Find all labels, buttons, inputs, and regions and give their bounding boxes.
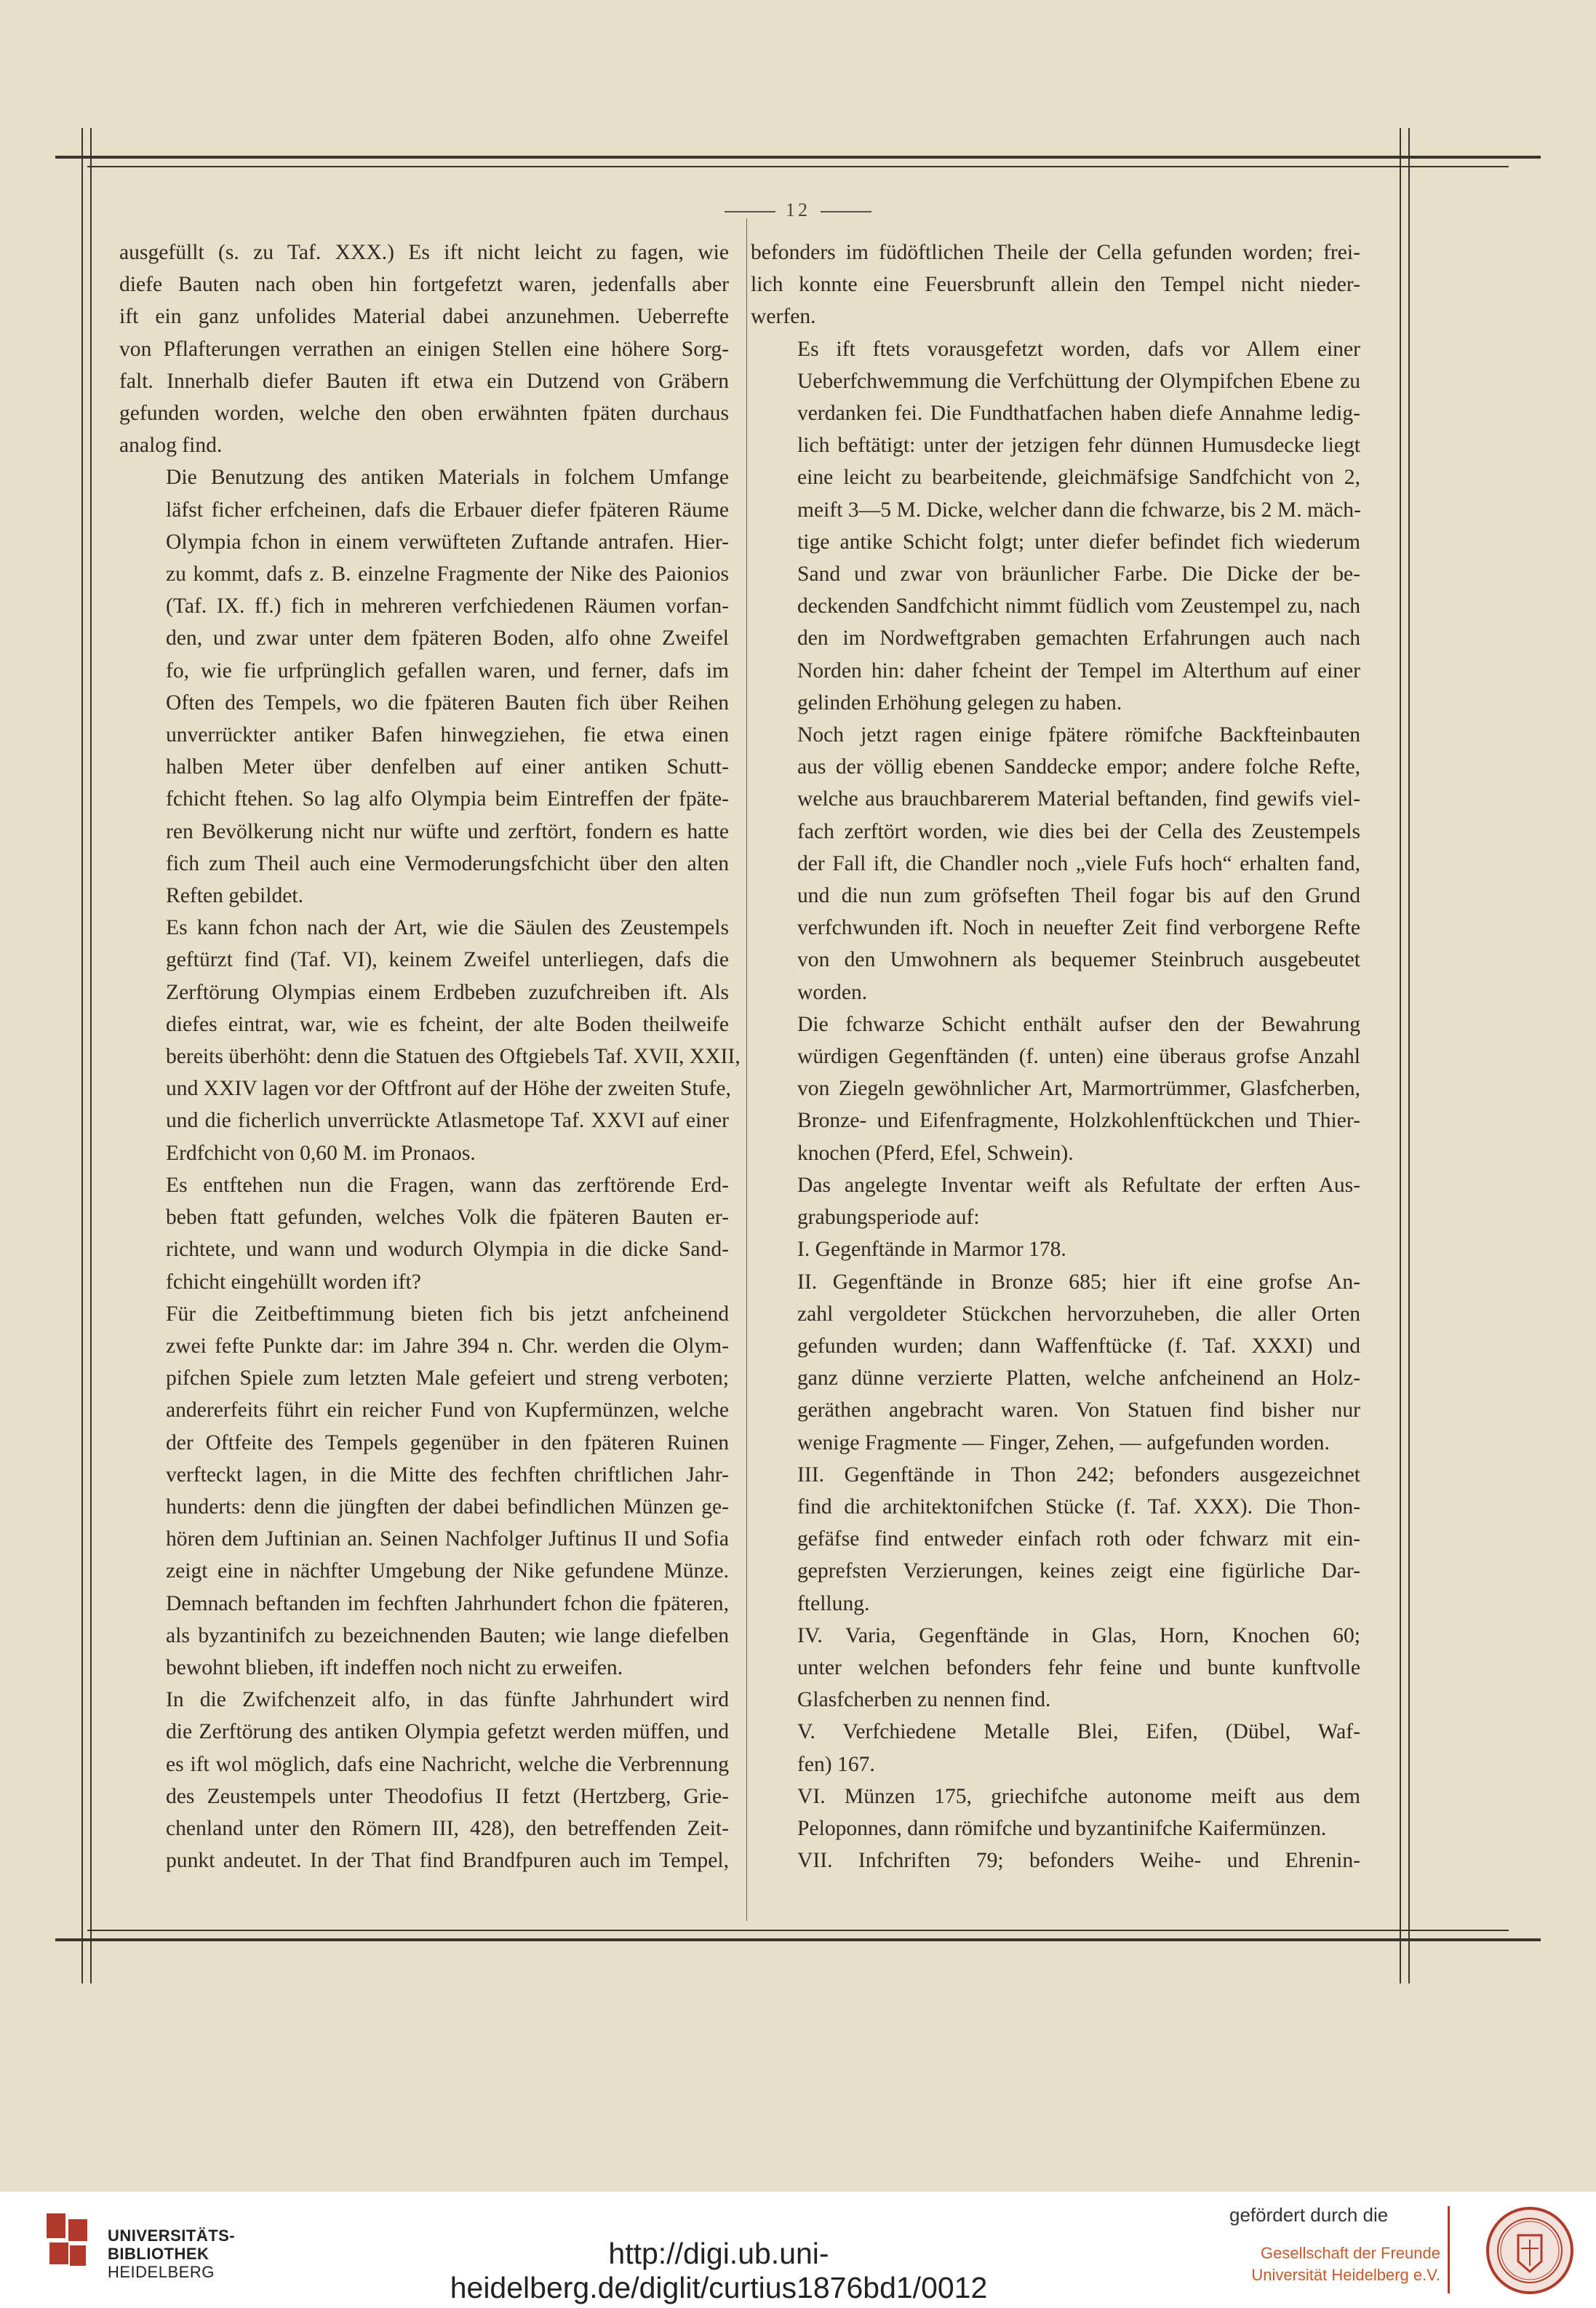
text-line: fich zum Theil auch eine Vermoderungsfchicht über den alten (166, 851, 729, 875)
text-line: verdanken fei. Die Fundthatfachen haben diefe Annahme ledig- (797, 402, 1360, 426)
frame-left-rule (81, 128, 83, 1983)
text-line: diefe Bauten nach oben hin fortgefetzt waren, jedenfalls aber (119, 273, 729, 297)
text-line: Zerftörung Olympias einem Erdbeben zuzufchreiben ift. Als (166, 980, 729, 1004)
text-line: fen) 167. (797, 1752, 875, 1776)
text-line: punkt andeutet. In der That find Brandfpuren auch im Tempel, (166, 1849, 729, 1873)
text-line: tige antike Schicht folgt; unter diefer befindet fich wiederum (797, 530, 1360, 554)
text-line: ausgefüllt (s. zu Taf. XXX.) Es ift nicht leicht zu fagen, wie (119, 241, 729, 264)
paragraph (751, 1845, 1360, 1877)
text-line: deckenden Sandfchicht nimmt füdlich vom Zeustempel zu, nach (797, 594, 1360, 618)
text-line: lich beftätigt: unter der jetzigen fehr dünnen Humusdecke liegt (797, 434, 1360, 458)
paragraph (751, 719, 1360, 1008)
text-line: Die Benutzung des antiken Materials in folchem Umfange (166, 466, 729, 490)
text-line: knochen (Pferd, Efel, Schwein). (797, 1141, 1074, 1165)
text-line: VI. Münzen 175, griechifche autonome meift aus dem (797, 1784, 1360, 1808)
text-line: ren Bevölkerung nicht nur wüfte und zerftört, fondern es hatte (166, 819, 729, 843)
text-line: Es ift ftets vorausgefetzt worden, dafs vor Allem einer (797, 337, 1360, 361)
text-line: Peloponnes, dann römifche und byzantinifche Kaifermünzen. (797, 1816, 1327, 1840)
text-line: chenland unter den Römern III, 428), den betreffenden Zeit- (166, 1816, 729, 1840)
sponsor-intro: gefördert durch die (1229, 2204, 1389, 2226)
text-line: fach zerftört worden, wie dies bei der Cella des Zeustempels (797, 819, 1360, 843)
text-line: Demnach beftanden im fechften Jahrhundert fchon die fpäteren, (166, 1591, 729, 1615)
text-line: diefes eintrat, war, wie es fcheint, der alte Boden theilweife (166, 1012, 729, 1036)
text-line: Reften gebildet. (166, 884, 304, 908)
text-line: als byzantinifch zu bezeichnenden Bauten; wie lange diefelben (166, 1623, 729, 1647)
paragraph (751, 1620, 1360, 1716)
text-line: aus der völlig ebenen Sanddecke empor; andere folche Refte, (797, 755, 1360, 779)
text-line: Glasfcherben zu nennen find. (797, 1688, 1051, 1712)
library-name-line1: UNIVERSITÄTS- (108, 2227, 236, 2245)
text-line: der Fall ift, die Chandler noch „viele Fufs hoch“ erhalten fand, (797, 851, 1360, 875)
text-line: In die Zwifchenzeit alfo, in das fünfte Jahrhundert wird (166, 1688, 729, 1712)
text-line: Es kann fchon nach der Art, wie die Säulen des Zeustempels (166, 916, 729, 940)
sponsor-name-line2: Universität Heidelberg e.V. (1251, 2266, 1440, 2284)
text-line: Für die Zeitbeftimmung bieten fich bis jetzt anfcheinend (166, 1302, 729, 1326)
frame-right-rule-inner (1408, 128, 1410, 1983)
text-line: bereits überhöht: denn die Statuen des Oftgiebels Taf. XVII, XXII, (166, 1045, 741, 1069)
text-line: läfst ficher erfcheinen, dafs die Erbauer diefer fpäteren Räume (166, 498, 729, 522)
library-name-line2: BIBLIOTHEK (108, 2245, 210, 2263)
university-seal-icon (1485, 2206, 1574, 2295)
text-line: von Ziegeln gewöhnlicher Art, Marmortrümmer, Glasfcherben, (797, 1077, 1360, 1101)
text-line: (Taf. IX. ff.) fich in mehreren verfchiedenen Räumen vorfan- (166, 594, 729, 618)
text-line: andererfeits führt ein reicher Fund von Kupfermünzen, welche (166, 1398, 729, 1422)
text-line: find die architektonifchen Stücke (f. Taf. XXX). Die Thon- (797, 1495, 1360, 1519)
paragraph (751, 333, 1360, 719)
text-line: II. Gegenftände in Bronze 685; hier ift eine grofse An- (797, 1270, 1360, 1294)
text-line: welche aus brauchbarerem Material beftanden, find gewifs viel- (797, 787, 1360, 811)
text-line: geftürzt find (Taf. VI), keinem Zweifel unterliegen, dafs die (166, 948, 729, 972)
text-line: ftellung. (797, 1591, 870, 1615)
library-name-line3: HEIDELBERG (108, 2263, 215, 2281)
text-line: hunderts: denn die jüngften der dabei befindlichen Münzen ge- (166, 1495, 729, 1519)
text-line: III. Gegenftände in Thon 242; befonders ausgezeichnet (797, 1463, 1360, 1487)
text-line: den, und zwar unter dem fpäteren Boden, alfo ohne Zweifel (166, 626, 729, 650)
text-line: Es entftehen nun die Fragen, wann das zerftörende Erd- (166, 1173, 729, 1197)
text-line: gelinden Erhöhung gelegen zu haben. (797, 691, 1122, 715)
column-divider (746, 218, 747, 1921)
text-line: gefunden worden, welche den oben erwähnten fpäten durchaus (119, 402, 729, 426)
text-line: Das angelegte Inventar weift als Refultate der erften Aus- (797, 1173, 1360, 1197)
paragraph (751, 1716, 1360, 1780)
paragraph (119, 1684, 729, 1877)
ub-logo-icon (47, 2213, 89, 2267)
text-line: werfen. (751, 305, 816, 329)
paragraph (751, 1008, 1360, 1169)
text-line: und XXIV lagen vor der Oftfront auf der Höhe der zweiten Stufe, (166, 1077, 731, 1101)
text-line: geräthen angebracht waren. Von Statuen find bisher nur (797, 1398, 1360, 1422)
text-line: Bronze- und Eifenfragmente, Holzkohlenftückchen und Thier- (797, 1109, 1360, 1133)
text-line: gefunden wurden; dann Waffenftücke (f. Taf. XXXI) und (797, 1334, 1360, 1358)
paragraph (119, 1169, 729, 1298)
text-line: Erdfchicht von 0,60 M. im Pronaos. (166, 1141, 476, 1165)
text-line: es ift wol möglich, dafs eine Nachricht, welche die Verbrennung (166, 1752, 729, 1776)
text-line: von Pflafterungen verrathen an einigen Stellen eine höhere Sorg- (119, 337, 729, 361)
text-line: Ueberfchwemmung die Verfchüttung der Olympifchen Ebene zu (797, 369, 1360, 393)
text-line: fo, wie fie urfprünglich gefallen waren, und ferner, dafs im (166, 658, 729, 683)
paragraph (751, 1459, 1360, 1620)
frame-bottom-rule (55, 1938, 1541, 1941)
frame-top-rule-inner (87, 166, 1509, 167)
text-line: zwei fefte Punkte dar: im Jahre 394 n. Chr. werden die Olym- (166, 1334, 729, 1358)
text-line: gefäfse find entweder einfach roth oder fchwarz mit ein- (797, 1527, 1360, 1551)
text-line: fchicht ftehen. So lag alfo Olympia beim Eintreffen der fpäte- (166, 787, 729, 811)
text-line: geprefsten Verzierungen, keines zeigt eine figürliche Dar- (797, 1559, 1360, 1583)
text-line: ift ein ganz unfolides Material dabei anzunehmen. Ueberrefte (119, 305, 729, 329)
paragraph (119, 461, 729, 912)
text-line: und die nun zum gröfseften Theil fogar bis auf den Grund (797, 884, 1360, 908)
paragraph (751, 236, 1360, 333)
library-name (108, 2227, 235, 2281)
sponsor-name-line1: Gesellschaft der Freunde (1260, 2244, 1440, 2262)
text-line: richtete, und wann und wodurch Olympia in die dicke Sand- (166, 1238, 729, 1262)
permalink-url[interactable]: http://digi.ub.uni-heidelberg.de/diglit/curtius1876bd1/0012 (450, 2237, 988, 2304)
text-line: IV. Varia, Gegenftände in Glas, Horn, Knochen 60; (797, 1623, 1360, 1647)
text-line: V. Verfchiedene Metalle Blei, Eifen, (Dübel, Waf- (797, 1720, 1360, 1744)
text-line: Die fchwarze Schicht enthält aufser den der Bewahrung (797, 1012, 1360, 1036)
text-column-right (751, 236, 1360, 1877)
text-line: die Zerftörung des antiken Olympia gefetzt werden müffen, und (166, 1720, 729, 1744)
text-line: meift 3—5 M. Dicke, welcher dann die fchwarze, bis 2 M. mäch- (797, 498, 1361, 522)
text-line: pifchen Spiele zum letzten Male gefeiert und streng verboten; (166, 1366, 729, 1390)
text-line: Norden hin: daher fcheint der Tempel im Alterthum auf einer (797, 658, 1360, 683)
text-line: wenige Fragmente — Finger, Zehen, — aufgefunden worden. (797, 1430, 1330, 1455)
paragraph (751, 1780, 1360, 1845)
text-line: würdigen Gegenftänden (f. unten) eine überaus grofse Anzahl (797, 1045, 1360, 1069)
paragraph (119, 912, 741, 1169)
text-line: fchicht eingehüllt worden ift? (166, 1270, 421, 1294)
text-line: falt. Innerhalb diefer Bauten ift etwa ein Dutzend von Gräbern (119, 369, 729, 393)
text-line: halben Meter über denfelben auf einer antiken Schutt- (166, 755, 729, 779)
text-line: ganz dünne verzierte Platten, welche anfcheinend an Holz- (797, 1366, 1360, 1390)
text-line: VII. Infchriften 79; befonders Weihe- und Ehrenin- (797, 1849, 1360, 1873)
paragraph (751, 1266, 1360, 1459)
frame-left-rule-inner (90, 128, 92, 1983)
text-line: worden. (797, 980, 868, 1004)
footer-bar (0, 2192, 1596, 2308)
frame-right-rule (1400, 128, 1401, 1983)
page-number-dash-left (725, 211, 775, 212)
text-line: verfchwunden ift. Noch in neuefter Zeit find verborgene Refte (797, 916, 1360, 940)
text-line: des Zeustempels unter Theodofius II fetzt (Hertzberg, Grie- (166, 1784, 729, 1808)
text-line: verfteckt lagen, in die Mitte des fechften chriftlichen Jahr- (166, 1463, 729, 1487)
text-line: Olympia fchon in einem verwüfteten Zuftande antrafen. Hier- (166, 530, 729, 554)
page-number-header (0, 199, 1596, 221)
page-number-dash-right (821, 211, 871, 212)
text-line: befonders im füdöftlichen Theile der Cella gefunden worden; frei- (751, 241, 1360, 264)
text-line: unter welchen befonders fehr feine und bunte kunftvolle (797, 1655, 1360, 1679)
text-line: zu kommt, dafs z. B. einzelne Fragmente der Nike des Paionios (166, 562, 729, 586)
text-line: lich konnte eine Feuersbrunft allein den Tempel nicht nieder- (751, 273, 1360, 297)
text-line: analog find. (119, 434, 223, 458)
text-column-left (119, 236, 741, 1877)
frame-top-rule (55, 156, 1541, 159)
paragraph (751, 1233, 1360, 1265)
text-line: unverrückter antiker Bafen hinwegziehen, fie etwa einen (166, 723, 729, 747)
frame-bottom-rule-inner (87, 1930, 1509, 1931)
text-line: Sand und zwar von bräunlicher Farbe. Die Dicke der be- (797, 562, 1360, 586)
text-line: von den Umwohnern als bequemer Steinbruch ausgebeutet (797, 948, 1360, 972)
text-line: grabungsperiode auf: (797, 1206, 980, 1230)
text-line: hören dem Juftinian an. Seinen Nachfolger Juftinus II und Sofia (166, 1527, 729, 1551)
paragraph (751, 1169, 1360, 1233)
text-line: der Oftfeite des Tempels gegenüber in den fpäteren Ruinen (166, 1430, 729, 1455)
text-line: Noch jetzt ragen einige fpätere römifche Backfteinbauten (797, 723, 1360, 747)
sponsor-name (1229, 2243, 1440, 2286)
text-line: zahl vergoldeter Stückchen hervorzuheben, die aller Orten (797, 1302, 1360, 1326)
text-line: den im Nordweftgraben gemachten Erfahrungen auch nach (797, 626, 1360, 650)
text-line: und die ficherlich unverrückte Atlasmetope Taf. XXVI auf einer (166, 1109, 729, 1133)
footer-divider (1448, 2206, 1450, 2293)
text-line: beben ftatt gefunden, welches Volk die fpäteren Bauten er- (166, 1206, 729, 1230)
page-number: 12 (786, 199, 810, 220)
text-line: I. Gegenftände in Marmor 178. (797, 1238, 1066, 1262)
text-line: zeigt eine in nächfter Umgebung der Nike gefundene Münze. (166, 1559, 729, 1583)
paragraph (119, 236, 729, 461)
text-line: Often des Tempels, wo die fpäteren Bauten fich über Reihen (166, 691, 729, 715)
paragraph (119, 1298, 729, 1684)
text-line: bewohnt blieben, ift indeffen noch nicht zu erweifen. (166, 1655, 623, 1679)
text-line: eine leicht zu bearbeitende, gleichmäfsige Sandfchicht von 2, (797, 466, 1360, 490)
